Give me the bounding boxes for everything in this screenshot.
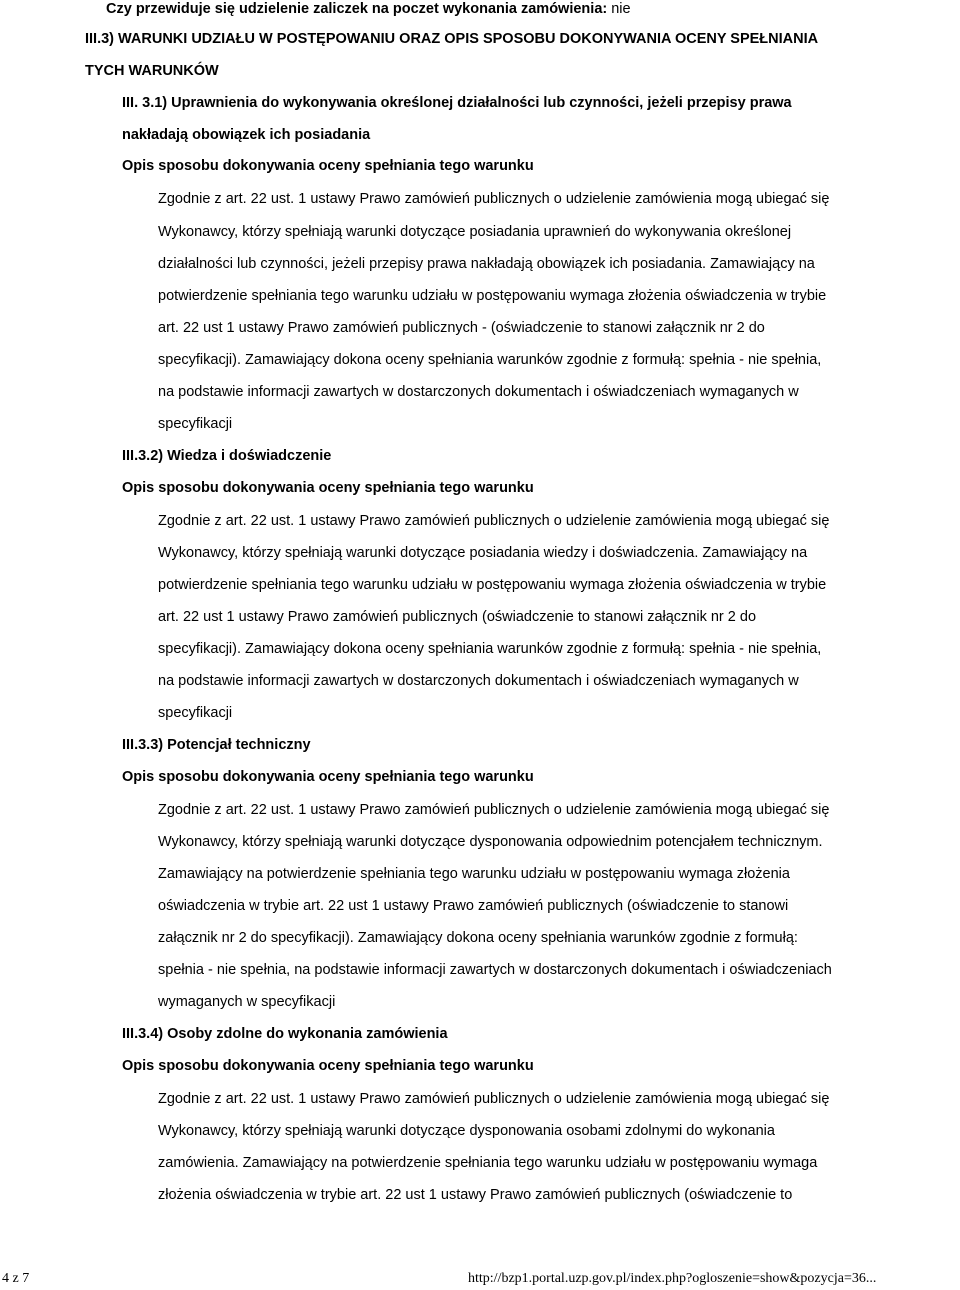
page-url: http://bzp1.portal.uzp.gov.pl/index.php?ogloszenie=show&pozycja=36...	[468, 1271, 877, 1286]
body-text-line: potwierdzenie spełniania tego warunku udziału w postępowaniu wymaga złożenia oświadczenia w trybie	[158, 577, 827, 593]
body-text-line: art. 22 ust 1 ustawy Prawo zamówień publicznych (oświadczenie to stanowi załącznik nr 2 do	[158, 609, 757, 625]
section-heading: nakładają obowiązek ich posiadania	[122, 127, 371, 143]
body-text-line: Zgodnie z art. 22 ust. 1 ustawy Prawo zamówień publicznych o udzielenie zamówienia mogą ubiegać się	[158, 1091, 830, 1107]
body-text-line: specyfikacji	[158, 416, 233, 432]
body-text-line: Zgodnie z art. 22 ust. 1 ustawy Prawo zamówień publicznych o udzielenie zamówienia mogą ubiegać się	[158, 513, 830, 529]
body-text-line: Zgodnie z art. 22 ust. 1 ustawy Prawo zamówień publicznych o udzielenie zamówienia mogą ubiegać się	[158, 802, 830, 818]
body-text-line: art. 22 ust 1 ustawy Prawo zamówień publicznych - (oświadczenie to stanowi załącznik nr 2 do	[158, 320, 765, 336]
section-heading: TYCH WARUNKÓW	[85, 63, 219, 79]
body-text-line: złożenia oświadczenia w trybie art. 22 ust 1 ustawy Prawo zamówień publicznych (oświadczenie to	[158, 1187, 793, 1203]
body-text-line: Wykonawcy, którzy spełniają warunki dotyczące dysponowania odpowiednim potencjałem technicznym.	[158, 834, 823, 850]
section-heading: Opis sposobu dokonywania oceny spełniania tego warunku	[122, 158, 534, 174]
section-heading: Opis sposobu dokonywania oceny spełniania tego warunku	[122, 1058, 534, 1074]
section-heading: III.3.3) Potencjał techniczny	[122, 737, 311, 753]
section-heading: Czy przewiduje się udzielenie zaliczek na poczet wykonania zamówienia: nie	[106, 1, 631, 17]
page-number: 4 z 7	[2, 1271, 30, 1286]
body-text-line: specyfikacji). Zamawiający dokona oceny spełniania warunków zgodnie z formułą: spełnia - nie spełnia,	[158, 352, 822, 368]
section-heading: III.3.2) Wiedza i doświadczenie	[122, 448, 332, 464]
body-text-line: działalności lub czynności, jeżeli przepisy prawa nakładają obowiązek ich posiadania. Zamawiający na	[158, 256, 815, 272]
body-text-line: specyfikacji	[158, 705, 233, 721]
section-heading: III.3) WARUNKI UDZIAŁU W POSTĘPOWANIU ORAZ OPIS SPOSOBU DOKONYWANIA OCENY SPEŁNIANIA	[85, 31, 819, 47]
body-text-line: załącznik nr 2 do specyfikacji). Zamawiający dokona oceny spełniania warunków zgodnie z formułą:	[158, 930, 798, 946]
body-text-line: na podstawie informacji zawartych w dostarczonych dokumentach i oświadczeniach wymaganych w	[158, 673, 799, 689]
body-text-line: na podstawie informacji zawartych w dostarczonych dokumentach i oświadczeniach wymaganych w	[158, 384, 799, 400]
body-text-line: Zamawiający na potwierdzenie spełniania tego warunku udziału w postępowaniu wymaga złożenia	[158, 866, 790, 882]
section-heading: III.3.4) Osoby zdolne do wykonania zamówienia	[122, 1026, 448, 1042]
body-text-line: oświadczenia w trybie art. 22 ust 1 ustawy Prawo zamówień publicznych (oświadczenie to stanowi	[158, 898, 789, 914]
advance-answer: nie	[611, 1, 631, 17]
section-heading: III. 3.1) Uprawnienia do wykonywania określonej działalności lub czynności, jeżeli przepisy prawa	[122, 95, 792, 111]
section-heading: Opis sposobu dokonywania oceny spełniania tego warunku	[122, 769, 534, 785]
body-text-line: spełnia - nie spełnia, na podstawie informacji zawartych w dostarczonych dokumentach i oświadczeniach	[158, 962, 832, 978]
body-text-line: potwierdzenie spełniania tego warunku udziału w postępowaniu wymaga złożenia oświadczenia w trybie	[158, 288, 827, 304]
body-text-line: wymaganych w specyfikacji	[158, 994, 336, 1010]
body-text-line: Zgodnie z art. 22 ust. 1 ustawy Prawo zamówień publicznych o udzielenie zamówienia mogą ubiegać się	[158, 191, 830, 207]
body-text-line: Wykonawcy, którzy spełniają warunki dotyczące posiadania uprawnień do wykonywania określonej	[158, 224, 792, 240]
body-text-line: Wykonawcy, którzy spełniają warunki dotyczące posiadania wiedzy i doświadczenia. Zamawiający na	[158, 545, 808, 561]
body-text-line: specyfikacji). Zamawiający dokona oceny spełniania warunków zgodnie z formułą: spełnia - nie spełnia,	[158, 641, 822, 657]
section-heading: Opis sposobu dokonywania oceny spełniania tego warunku	[122, 480, 534, 496]
body-text-line: Wykonawcy, którzy spełniają warunki dotyczące dysponowania osobami zdolnymi do wykonania	[158, 1123, 775, 1139]
body-text-line: zamówienia. Zamawiający na potwierdzenie spełniania tego warunku udziału w postępowaniu wymaga	[158, 1155, 818, 1171]
